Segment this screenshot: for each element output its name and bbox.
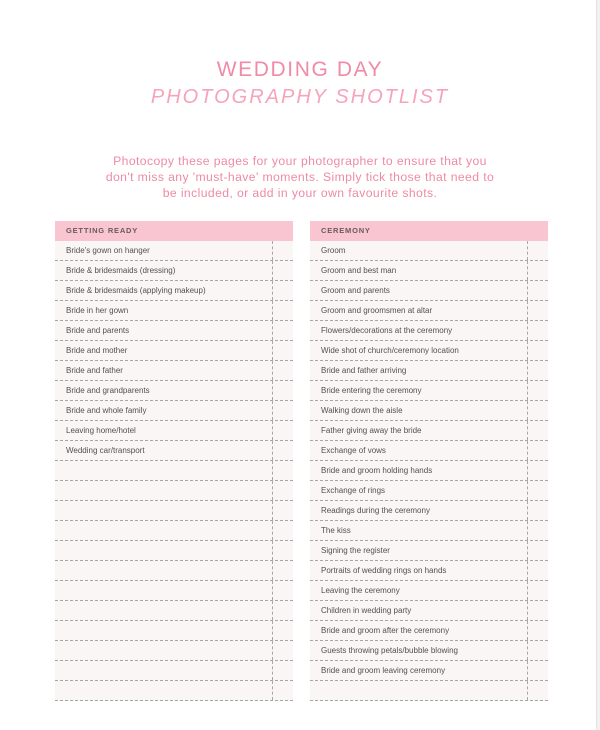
shot-label: The kiss <box>321 526 351 535</box>
shot-row <box>55 241 293 261</box>
shot-row <box>310 341 548 361</box>
shot-row <box>310 421 548 441</box>
tick-box[interactable] <box>272 661 273 680</box>
tick-box[interactable] <box>272 361 273 380</box>
shot-label: Groom and groomsmen at altar <box>321 306 433 315</box>
tick-box[interactable] <box>272 321 273 340</box>
shot-row <box>310 561 548 581</box>
shot-row <box>310 601 548 621</box>
shot-row <box>55 281 293 301</box>
intro-text <box>100 153 500 201</box>
shot-label: Bride in her gown <box>66 306 129 315</box>
shot-row <box>310 661 548 681</box>
shot-row <box>310 381 548 401</box>
shot-row <box>310 481 548 501</box>
tick-box[interactable] <box>527 241 528 260</box>
tick-box[interactable] <box>527 281 528 300</box>
shot-row <box>310 441 548 461</box>
tick-box[interactable] <box>272 621 273 640</box>
shot-row <box>310 581 548 601</box>
shot-label: Readings during the ceremony <box>321 506 430 515</box>
shot-row <box>310 541 548 561</box>
shot-label: Flowers/decorations at the ceremony <box>321 326 453 335</box>
shot-row <box>55 541 293 561</box>
shot-label: Walking down the aisle <box>321 406 403 415</box>
tick-box[interactable] <box>272 461 273 480</box>
shot-row <box>310 621 548 641</box>
tick-box[interactable] <box>527 441 528 460</box>
shot-row <box>310 241 548 261</box>
shot-label: Groom and best man <box>321 266 397 275</box>
tick-box[interactable] <box>527 641 528 660</box>
shot-row <box>55 661 293 681</box>
tick-box[interactable] <box>527 621 528 640</box>
shot-row <box>55 461 293 481</box>
shot-row <box>310 521 548 541</box>
tick-box[interactable] <box>527 581 528 600</box>
shot-label: Bride and mother <box>66 346 128 355</box>
tick-box[interactable] <box>527 341 528 360</box>
shot-row <box>55 501 293 521</box>
tick-box[interactable] <box>527 321 528 340</box>
shot-row <box>55 441 293 461</box>
tick-box[interactable] <box>272 581 273 600</box>
page-title: WEDDING DAY <box>216 58 384 81</box>
shot-label: Groom <box>321 246 346 255</box>
tick-box[interactable] <box>527 661 528 680</box>
intro-line: don't miss any 'must-have' moments. Simply tick those that need to <box>105 170 495 184</box>
shot-label: Bride and groom holding hands <box>321 466 433 475</box>
tick-box[interactable] <box>272 601 273 620</box>
tick-box[interactable] <box>527 381 528 400</box>
shot-label: Leaving home/hotel <box>66 426 136 435</box>
shot-row <box>55 401 293 421</box>
shot-label: Leaving the ceremony <box>321 586 400 595</box>
shot-row <box>310 281 548 301</box>
shot-row <box>310 401 548 421</box>
shot-label: Bride and parents <box>66 326 130 335</box>
shot-label: Groom and parents <box>321 286 390 295</box>
tick-box[interactable] <box>272 521 273 540</box>
tick-box[interactable] <box>272 541 273 560</box>
shot-row <box>310 501 548 521</box>
shot-label: Guests throwing petals/bubble blowing <box>321 646 458 655</box>
tick-box[interactable] <box>272 281 273 300</box>
getting-ready-column <box>55 221 293 701</box>
shot-label: Children in wedding party <box>321 606 412 615</box>
shot-row <box>310 641 548 661</box>
shot-row <box>310 361 548 381</box>
tick-box[interactable] <box>527 481 528 500</box>
ceremony-column <box>310 221 548 701</box>
shot-label: Bride and groom leaving ceremony <box>321 666 446 675</box>
shot-row <box>310 461 548 481</box>
tick-box[interactable] <box>272 641 273 660</box>
page-subtitle: PHOTOGRAPHY SHOTLIST <box>150 86 450 108</box>
shot-row <box>310 301 548 321</box>
shot-label: Portraits of wedding rings on hands <box>321 566 447 575</box>
shot-label: Wide shot of church/ceremony location <box>321 346 459 355</box>
tick-box[interactable] <box>527 561 528 580</box>
shot-row <box>55 681 293 701</box>
tick-box[interactable] <box>527 681 528 700</box>
shot-row <box>55 261 293 281</box>
shot-row <box>310 681 548 701</box>
shot-row <box>55 561 293 581</box>
intro-line: Photocopy these pages for your photographer to ensure that you <box>113 154 487 168</box>
shot-label: Bride and whole family <box>66 406 147 415</box>
shot-label: Signing the register <box>321 546 390 555</box>
shot-row <box>310 261 548 281</box>
shot-label: Bride & bridesmaids (dressing) <box>66 266 176 275</box>
shot-label: Bride and father arriving <box>321 366 407 375</box>
shot-row <box>55 421 293 441</box>
tick-box[interactable] <box>272 241 273 260</box>
shot-label: Bride & bridesmaids (applying makeup) <box>66 286 206 295</box>
tick-box[interactable] <box>272 501 273 520</box>
getting-ready-heading: GETTING READY <box>55 221 293 241</box>
tick-box[interactable] <box>272 681 273 700</box>
shot-row <box>55 601 293 621</box>
tick-box[interactable] <box>527 261 528 280</box>
ceremony-list <box>310 241 548 701</box>
tick-box[interactable] <box>272 441 273 460</box>
tick-box[interactable] <box>527 501 528 520</box>
intro-line: be included, or add in your own favourite shots. <box>162 186 438 200</box>
shot-label: Exchange of vows <box>321 446 386 455</box>
tick-box[interactable] <box>272 261 273 280</box>
shot-label: Wedding car/transport <box>66 446 145 455</box>
tick-box[interactable] <box>272 481 273 500</box>
tick-box[interactable] <box>272 381 273 400</box>
tick-box[interactable] <box>272 421 273 440</box>
shot-label: Father giving away the bride <box>321 426 422 435</box>
tick-box[interactable] <box>527 461 528 480</box>
tick-box[interactable] <box>272 561 273 580</box>
getting-ready-list <box>55 241 293 701</box>
shot-row <box>55 581 293 601</box>
shot-row <box>55 481 293 501</box>
shot-label: Bride and grandparents <box>66 386 150 395</box>
shot-row <box>55 341 293 361</box>
tick-box[interactable] <box>272 401 273 420</box>
tick-box[interactable] <box>527 541 528 560</box>
shot-row <box>55 321 293 341</box>
shot-row <box>55 381 293 401</box>
ceremony-heading: CEREMONY <box>310 221 548 241</box>
shot-row <box>55 621 293 641</box>
tick-box[interactable] <box>527 301 528 320</box>
shot-label: Bride and father <box>66 366 123 375</box>
tick-box[interactable] <box>272 341 273 360</box>
tick-box[interactable] <box>527 601 528 620</box>
shot-label: Bride entering the ceremony <box>321 386 422 395</box>
tick-box[interactable] <box>527 401 528 420</box>
shot-row <box>55 361 293 381</box>
shot-row <box>310 321 548 341</box>
tick-box[interactable] <box>527 421 528 440</box>
shot-label: Bride and groom after the ceremony <box>321 626 450 635</box>
shot-label: Exchange of rings <box>321 486 386 495</box>
shot-row <box>55 301 293 321</box>
shot-label: Bride's gown on hanger <box>66 246 150 255</box>
shot-row <box>55 521 293 541</box>
tick-box[interactable] <box>527 521 528 540</box>
shot-row <box>55 641 293 661</box>
tick-box[interactable] <box>272 301 273 320</box>
tick-box[interactable] <box>527 361 528 380</box>
